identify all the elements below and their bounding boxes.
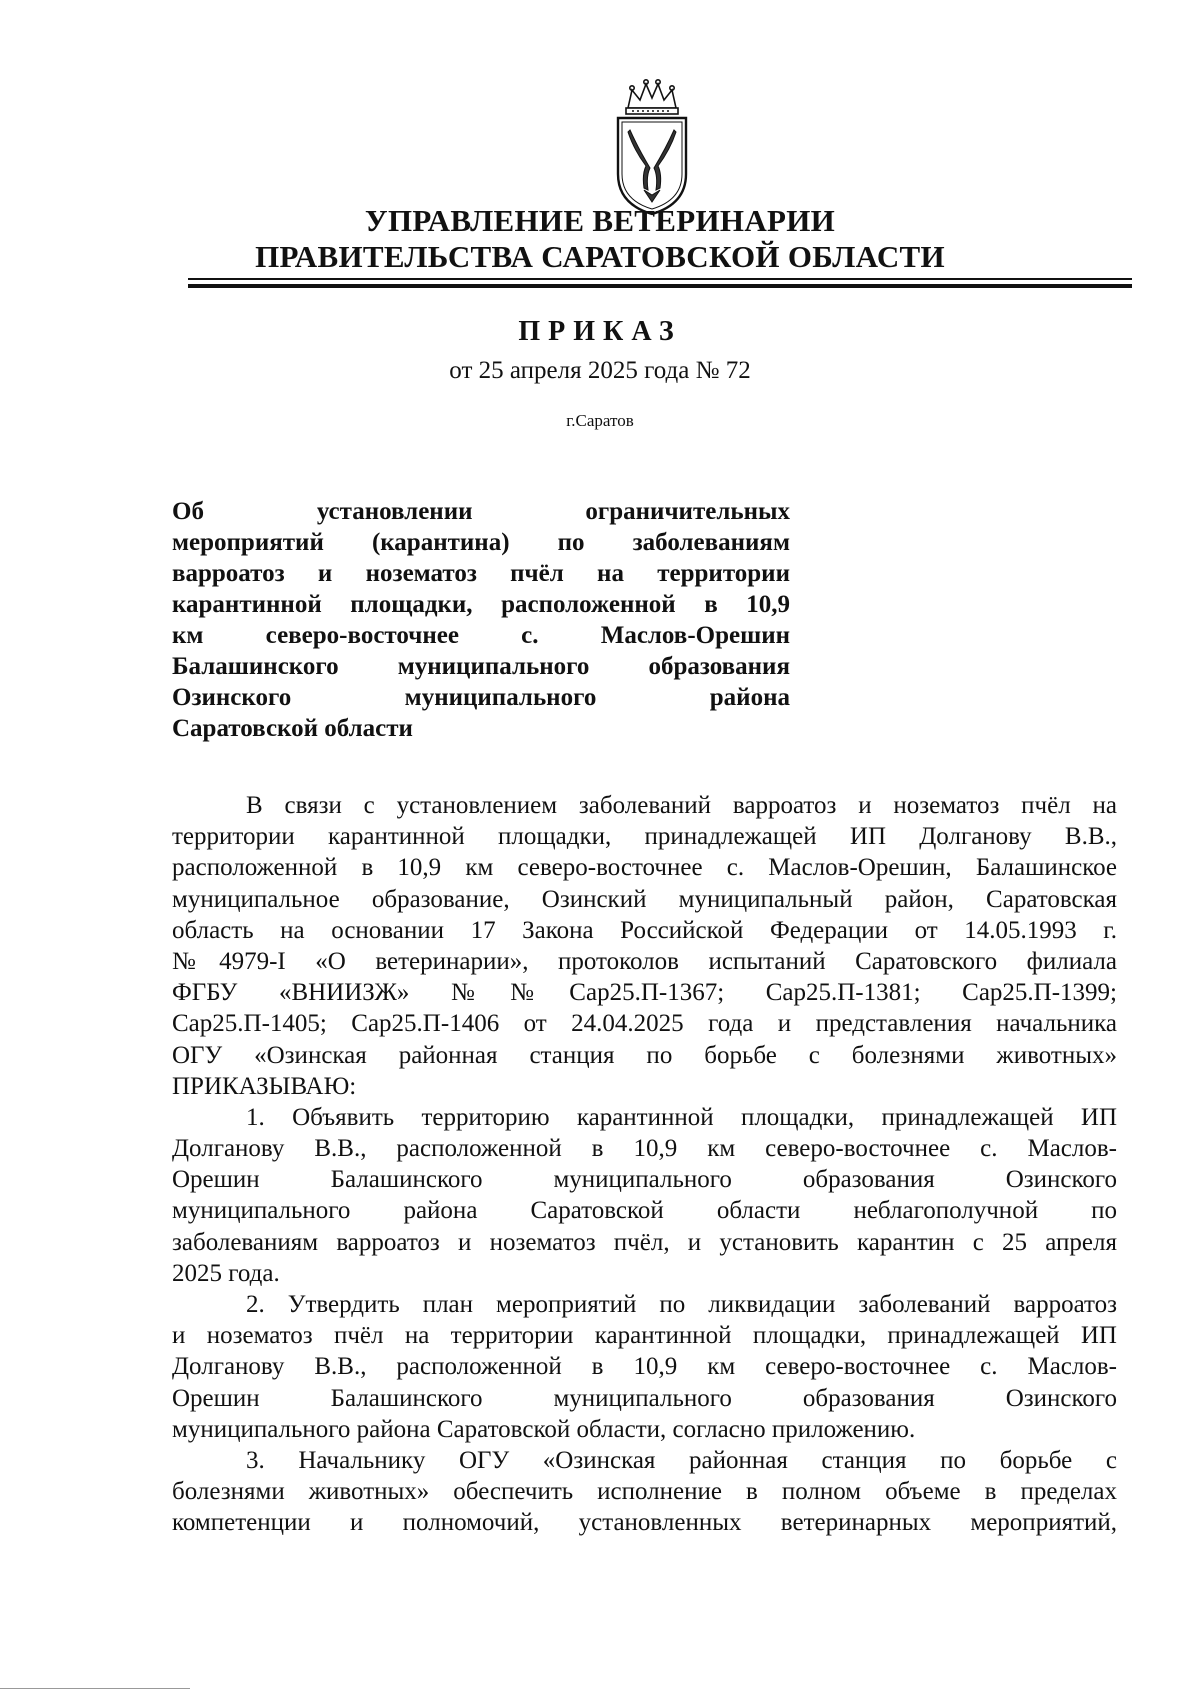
body-line: расположенной в 10,9 км северо-восточнее с. Маслов-Орешин, Балашинское: [172, 854, 1117, 882]
organization-name-line-1: УПРАВЛЕНИЕ ВЕТЕРИНАРИИ: [364, 203, 836, 238]
body-line: компетенции и полномочий, установленных ветеринарных мероприятий,: [172, 1509, 1117, 1537]
saratov-oblast-coat-of-arms-icon: [606, 78, 698, 218]
body-line: Орешин Балашинского муниципального образования Озинского: [172, 1166, 1117, 1194]
subject-line: Балашинского муниципального образования: [172, 653, 790, 680]
subject-line: Озинского муниципального района: [172, 684, 790, 711]
footer-divider: [0, 1688, 190, 1689]
subject-line: км северо-восточнее с. Маслов-Орешин: [172, 622, 790, 649]
organization-name-line-2: ПРАВИТЕЛЬСТВА САРАТОВСКОЙ ОБЛАСТИ: [255, 239, 945, 274]
body-line: область на основании 17 Закона Российской Федерации от 14.05.1993 г.: [172, 916, 1117, 944]
subject-line: Саратовской области: [172, 715, 413, 742]
body-line: Орешин Балашинского муниципального образования Озинского: [172, 1384, 1117, 1412]
body-line: В связи с установлением заболеваний варроатоз и нозематоз пчёл на: [246, 792, 1117, 819]
document-city: г.Саратов: [566, 411, 634, 430]
body-line: №4979-I «О ветеринарии», протоколов испытаний Саратовского филиала: [172, 947, 1117, 975]
body-line: ОГУ «Озинская районная станция по борьбе с болезнями животных»: [172, 1041, 1117, 1069]
body-line: и нозематоз пчёл на территории карантинной площадки, принадлежащей ИП: [172, 1322, 1117, 1350]
document-date-number: от 25 апреля 2025 года № 72: [449, 357, 751, 384]
body-line-order-word: ПРИКАЗЫВАЮ:: [172, 1072, 357, 1100]
order-body: [172, 790, 1117, 1539]
header-divider-thick: [188, 284, 1132, 288]
body-line: муниципального района Саратовской области неблагополучной по: [172, 1197, 1117, 1225]
header-divider-thin: [188, 278, 1132, 280]
document-type-title: ПРИКАЗ: [518, 316, 682, 347]
body-line: Сар25.П-1405; Сар25.П-1406 от 24.04.2025 года и представления начальника: [172, 1010, 1117, 1038]
body-line: заболеваниям варроатоз и нозематоз пчёл, и установить карантин с 25 апреля: [172, 1228, 1117, 1256]
subject-line: варроатоз и нозематоз пчёл на территории: [172, 560, 790, 587]
order-subject: [172, 496, 790, 744]
subject-line: карантинной площадки, расположенной в 10,9: [172, 591, 790, 618]
body-line: муниципального района Саратовской области, согласно приложению.: [172, 1415, 916, 1443]
body-line-item-3: 3. Начальнику ОГУ «Озинская районная станция по борьбе с: [246, 1446, 1117, 1474]
body-line: Долганову В.В., расположенной в 10,9 км северо-восточнее с. Маслов-: [172, 1135, 1117, 1163]
body-line-item-2: 2. Утвердить план мероприятий по ликвидации заболеваний варроатоз: [246, 1291, 1117, 1318]
body-line: болезнями животных» обеспечить исполнение в полном объеме в пределах: [172, 1478, 1117, 1506]
body-line: муниципальное образование, Озинский муниципальный район, Саратовская: [172, 885, 1117, 913]
body-line-item-1: 1. Объявить территорию карантинной площадки, принадлежащей ИП: [246, 1103, 1117, 1131]
body-line: Долганову В.В., расположенной в 10,9 км северо-восточнее с. Маслов-: [172, 1353, 1117, 1381]
subject-line: мероприятий (карантина) по заболеваниям: [172, 529, 790, 556]
subject-line: Об установлении ограничительных: [172, 498, 790, 525]
body-line: ФГБУ «ВНИИЗЖ» №№Сар25.П-1367; Сар25.П-1381; Сар25.П-1399;: [172, 979, 1117, 1007]
body-line: 2025 года.: [172, 1259, 280, 1287]
body-line: территории карантинной площадки, принадлежащей ИП Долганову В.В.,: [172, 823, 1117, 851]
